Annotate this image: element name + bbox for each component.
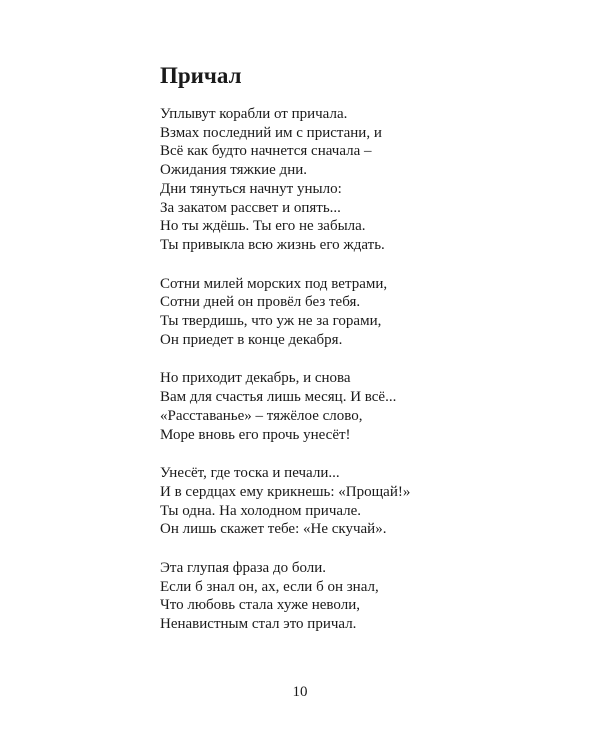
stanza-1 — [160, 105, 580, 255]
poem-title: Причал — [160, 63, 242, 88]
stanza-4 — [160, 464, 580, 539]
poem-line: Ты одна. На холодном причале. — [160, 502, 362, 519]
poem-line: Ты привыкла всю жизнь его ждать. — [160, 236, 385, 253]
poem-line: Но приходит декабрь, и снова — [160, 370, 351, 387]
stanza-5 — [160, 559, 580, 634]
poem-line: Если б знал он, ах, если б он знал, — [160, 578, 379, 595]
poem-line: И в сердцах ему крикнешь: «Прощай!» — [160, 483, 411, 500]
poem-line: Эта глупая фраза до боли. — [160, 560, 327, 577]
poem-line: Всё как будто начнется сначала – — [160, 143, 372, 160]
poem-line: За закатом рассвет и опять... — [160, 199, 341, 216]
poem-line: Уплывут корабли от причала. — [160, 106, 348, 122]
poem-line: Он приедет в конце декабря. — [160, 331, 343, 348]
poem-line: Он лишь скажет тебе: «Не скучай». — [160, 521, 387, 538]
stanza-3 — [160, 369, 580, 444]
poem-line: Взмах последний им с пристани, и — [160, 124, 382, 141]
poem-line: Сотни дней он провёл без тебя. — [160, 294, 361, 311]
poem-line: Дни тянуться начнут уныло: — [160, 180, 342, 197]
poem-line: Что любовь стала хуже неволи, — [160, 597, 360, 614]
poem-line: Ты твердишь, что уж не за горами, — [160, 313, 382, 330]
poem-line: Сотни милей морских под ветрами, — [160, 275, 388, 292]
poem-line: Но ты ждёшь. Ты его не забыла. — [160, 218, 366, 235]
poem-line: «Расставанье» – тяжёлое слово, — [160, 407, 363, 424]
poem-line: Ненавистным стал это причал. — [160, 616, 357, 633]
poem-line: Море вновь его прочь унесёт! — [160, 426, 351, 443]
poem-body — [160, 105, 580, 654]
poem-line: Унесёт, где тоска и печали... — [160, 465, 340, 482]
poem-line: Ожидания тяжкие дни. — [160, 162, 307, 179]
stanza-2 — [160, 275, 580, 350]
page-number: 10 — [292, 684, 308, 700]
poem-line: Вам для счастья лишь месяц. И всё... — [160, 389, 397, 406]
